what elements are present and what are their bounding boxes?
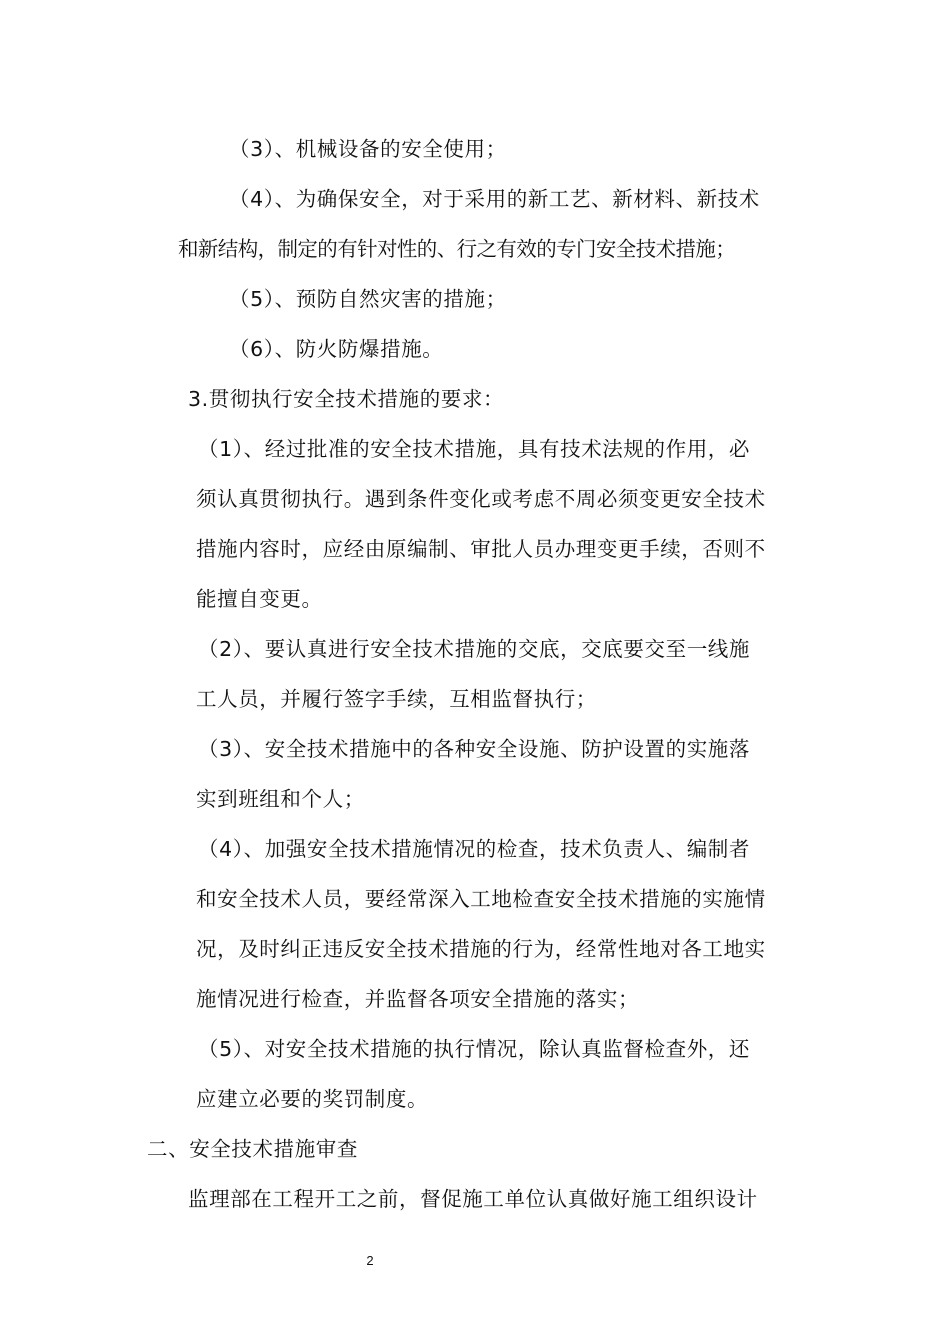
text-line-2: （4）、为确保安全，对于采用的新工艺、新材料、新技术: [229, 187, 760, 211]
text-line-22: 监理部在工程开工之前，督促施工单位认真做好施工组织设计: [188, 1187, 758, 1211]
text-line-1: （3）、机械设备的安全使用；: [229, 137, 507, 161]
text-line-9: 措施内容时，应经由原编制、审批人员办理变更手续，否则不: [196, 537, 766, 561]
text-line-8: 须认真贯彻执行。遇到条件变化或考虑不周必须变更安全技术: [196, 487, 766, 511]
text-line-4: （5）、预防自然灾害的措施；: [229, 287, 507, 311]
text-line-19: （5）、对安全技术措施的执行情况，除认真监督检查外，还: [198, 1037, 750, 1061]
text-line-3: 和新结构，制定的有针对性的、行之有效的专门安全技术措施；: [178, 237, 736, 261]
text-line-20: 应建立必要的奖罚制度。: [196, 1087, 429, 1111]
page-number: 2: [366, 1253, 374, 1268]
text-line-15: （4）、加强安全技术措施情况的检查，技术负责人、编制者: [198, 837, 750, 861]
text-line-12: 工人员，并履行签字手续，互相监督执行；: [196, 687, 597, 711]
text-line-18: 施情况进行检查，并监督各项安全措施的落实；: [196, 987, 640, 1011]
text-line-14: 实到班组和个人；: [196, 787, 365, 811]
text-line-10: 能擅自变更。: [196, 587, 323, 611]
text-line-16: 和安全技术人员，要经常深入工地检查安全技术措施的实施情: [196, 887, 766, 911]
section-heading-2: 二、安全技术措施审查: [147, 1137, 358, 1161]
text-line-11: （2）、要认真进行安全技术措施的交底，交底要交至一线施: [198, 637, 750, 661]
text-line-13: （3）、安全技术措施中的各种安全设施、防护设置的实施落: [198, 737, 750, 761]
text-line-17: 况，及时纠正违反安全技术措施的行为，经常性地对各工地实: [196, 937, 766, 961]
text-line-7: （1）、经过批准的安全技术措施，具有技术法规的作用，必: [198, 437, 750, 461]
section-heading-3: 3.贯彻执行安全技术措施的要求：: [188, 387, 505, 411]
text-line-5: （6）、防火防爆措施。: [229, 337, 444, 361]
